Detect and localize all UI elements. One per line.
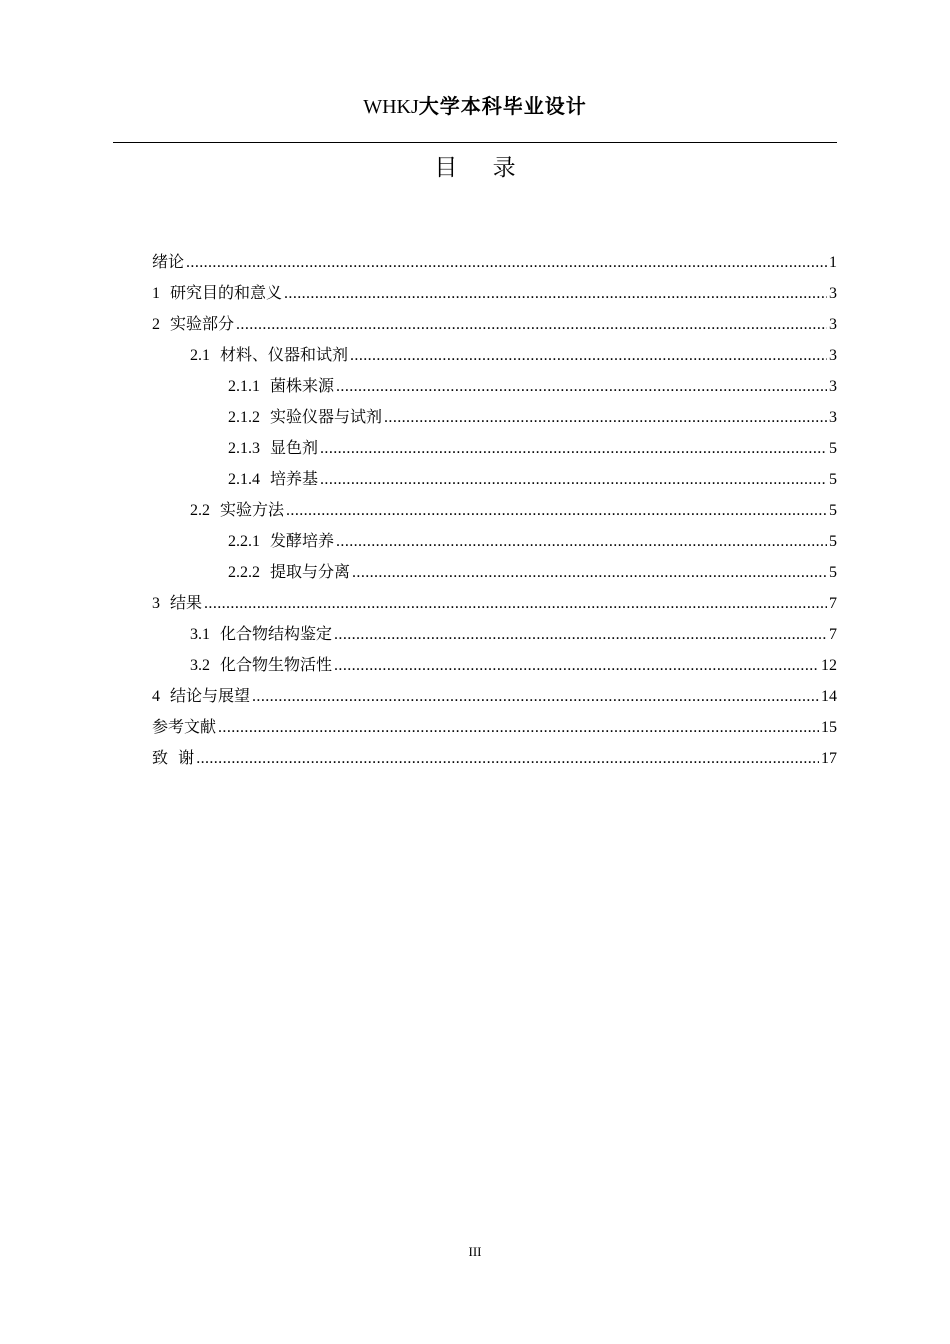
- toc-entry-number: 2.1.4: [228, 471, 260, 488]
- toc-entry-number: 2.1.1: [228, 378, 260, 395]
- toc-entry-page: 3: [829, 409, 837, 426]
- toc-entry-title: 实验部分: [170, 314, 235, 333]
- toc-entry-number: 2.1: [190, 347, 210, 364]
- toc-dot-leader: [186, 247, 827, 278]
- toc-entry-page: 3: [829, 285, 837, 302]
- toc-entry-number: 2.1.3: [228, 440, 260, 457]
- toc-entry[interactable]: [152, 587, 837, 618]
- toc-entry-page: 14: [821, 688, 837, 705]
- toc-entry-page: 5: [829, 502, 837, 519]
- toc-dot-leader: [336, 371, 827, 402]
- toc-entry[interactable]: [152, 432, 837, 463]
- toc-dot-leader: [334, 619, 827, 650]
- toc-entry-page: 12: [821, 657, 837, 674]
- toc-dot-leader: [236, 309, 827, 340]
- toc-entry[interactable]: [152, 401, 837, 432]
- toc-entry-page: 15: [821, 719, 837, 736]
- toc-entry-page: 3: [829, 316, 837, 333]
- table-of-contents: [152, 246, 837, 773]
- toc-entry[interactable]: [152, 277, 837, 308]
- toc-entry-title: 化合物结构鉴定: [220, 624, 333, 643]
- toc-entry-page: 7: [829, 595, 837, 612]
- toc-entry-title: 化合物生物活性: [220, 655, 333, 674]
- toc-entry-page: 5: [829, 471, 837, 488]
- toc-entry[interactable]: [152, 742, 837, 773]
- toc-dot-leader: [286, 495, 827, 526]
- toc-entry-number: 3: [152, 595, 160, 612]
- toc-title: 目 录: [434, 155, 530, 181]
- toc-dot-leader: [204, 588, 827, 619]
- toc-dot-leader: [196, 743, 819, 774]
- toc-entry-number: 3.1: [190, 626, 210, 643]
- toc-entry-page: 5: [829, 533, 837, 550]
- toc-entry-title: 绪论: [152, 252, 185, 271]
- toc-entry[interactable]: [152, 370, 837, 401]
- toc-entry-page: 3: [829, 378, 837, 395]
- toc-dot-leader: [352, 557, 827, 588]
- toc-entry-title: 提取与分离: [270, 562, 351, 581]
- toc-entry[interactable]: [152, 246, 837, 277]
- toc-entry-title: 致 谢: [152, 748, 195, 767]
- toc-entry[interactable]: [152, 649, 837, 680]
- header-cjk-text: 大学本科毕业设计: [418, 94, 587, 118]
- toc-dot-leader: [334, 650, 819, 681]
- toc-entry[interactable]: [152, 463, 837, 494]
- page-number: III: [468, 1244, 482, 1259]
- toc-entry[interactable]: [152, 494, 837, 525]
- running-header: [0, 92, 950, 121]
- toc-dot-leader: [336, 526, 827, 557]
- toc-entry-title: 结论与展望: [170, 686, 251, 705]
- toc-entry-page: 1: [829, 254, 837, 271]
- toc-entry-number: 2.1.2: [228, 409, 260, 426]
- toc-dot-leader: [284, 278, 827, 309]
- toc-entry-page: 3: [829, 347, 837, 364]
- toc-entry-title: 发酵培养: [270, 531, 335, 550]
- toc-entry[interactable]: [152, 618, 837, 649]
- toc-entry-title: 结果: [170, 593, 203, 612]
- toc-entry-page: 7: [829, 626, 837, 643]
- toc-entry-number: 1: [152, 285, 160, 302]
- toc-dot-leader: [320, 433, 827, 464]
- toc-entry-page: 5: [829, 564, 837, 581]
- toc-entry[interactable]: [152, 308, 837, 339]
- toc-entry-page: 5: [829, 440, 837, 457]
- toc-dot-leader: [384, 402, 827, 433]
- toc-entry-number: 3.2: [190, 657, 210, 674]
- toc-entry-title: 实验仪器与试剂: [270, 407, 383, 426]
- header-rule: [113, 142, 837, 143]
- toc-dot-leader: [252, 681, 819, 712]
- toc-entry[interactable]: [152, 711, 837, 742]
- toc-dot-leader: [218, 712, 819, 743]
- toc-entry-title: 显色剂: [270, 438, 319, 457]
- toc-dot-leader: [320, 464, 827, 495]
- toc-entry-number: 2.2.1: [228, 533, 260, 550]
- toc-dot-leader: [350, 340, 827, 371]
- toc-entry-title: 菌株来源: [270, 376, 335, 395]
- toc-entry-number: 4: [152, 688, 160, 705]
- toc-entry[interactable]: [152, 680, 837, 711]
- header-latin-text: WHKJ: [363, 96, 419, 118]
- toc-entry[interactable]: [152, 556, 837, 587]
- toc-entry-title: 实验方法: [220, 500, 285, 519]
- toc-entry-title: 材料、仪器和试剂: [220, 345, 349, 364]
- toc-entry-title: 参考文献: [152, 717, 217, 736]
- toc-entry-title: 研究目的和意义: [170, 283, 283, 302]
- toc-entry-title: 培养基: [270, 469, 319, 488]
- toc-entry[interactable]: [152, 339, 837, 370]
- toc-entry-page: 17: [821, 750, 837, 767]
- toc-entry-number: 2.2: [190, 502, 210, 519]
- toc-entry-number: 2.2.2: [228, 564, 260, 581]
- toc-entry-number: 2: [152, 316, 160, 333]
- toc-entry[interactable]: [152, 525, 837, 556]
